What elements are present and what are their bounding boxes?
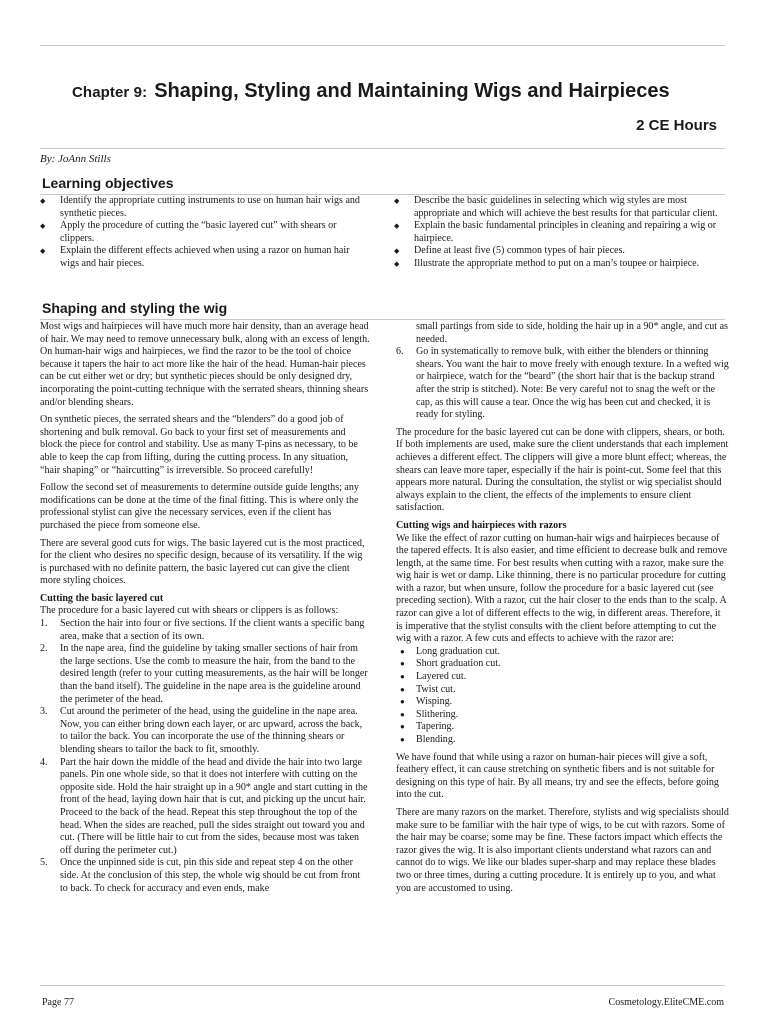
chapter-label: Chapter 9: xyxy=(72,84,148,101)
effects-list xyxy=(396,646,729,747)
list-item: 4. Part the hair down the middle of the head and divide the hair into two large panels. Pin one whole side, so that it does not interfere with cutting on the opposite side. Hold the hair straight up in a 90* angle and start cutting in the front of the head, laying down hair that is cut, and picking up the uncut hair. Proceed to the back of the head. Repeat this step throughout the top of the head. When the sides are reached, pull the sides straight out toward you and cut. (There will be little hair to cut from the sides, because most was taken off during the perimeter cut.) xyxy=(40,756,368,856)
page-number: Page 77 xyxy=(42,997,74,1008)
right-column xyxy=(396,321,729,900)
chapter-heading: Shaping, Styling and Maintaining Wigs and Hairpieces xyxy=(154,80,670,102)
list-item: ● Short graduation cut. xyxy=(400,658,501,670)
diamond-bullet-icon: ◆ xyxy=(40,197,46,205)
paragraph: Follow the second set of measurements to determine outside guide lengths; any modifications can be done at the time of the final fitting. This is where only the professional stylist can give the necessary services, even if the client has purchased the piece from someone else. xyxy=(40,482,359,531)
list-item: 2. In the nape area, find the guideline by taking smaller sections of hair from the large sections. Use the comb to measure the hair, from the band to the desired length (refer to your cutting measurements, as the hair will be longer than the band itself). The guideline in the nape area is the guideline around the perimeter of the head. xyxy=(40,643,368,705)
bullet-icon: ● xyxy=(400,684,405,694)
list-item: ◆ Define at least five (5) common types of hair pieces. xyxy=(394,245,625,257)
bullet-icon: ● xyxy=(400,672,405,682)
diamond-bullet-icon: ◆ xyxy=(394,197,400,205)
diamond-bullet-icon: ◆ xyxy=(40,222,46,231)
list-item: ● Wisping. xyxy=(400,696,453,708)
objectives-heading: Learning objectives xyxy=(42,175,174,191)
bullet-icon: ● xyxy=(400,697,405,707)
list-item: ◆ Explain the basic fundamental principles in cleaning and repairing a wig or hairpiece. xyxy=(394,220,717,244)
paragraph: The procedure for a basic layered cut with shears or clippers is as follows: xyxy=(40,605,339,617)
list-item: ◆ Identify the appropriate cutting instruments to use on human hair wigs and synthetic pieces. xyxy=(40,195,360,219)
section-rule xyxy=(40,319,725,320)
list-item: ◆ Illustrate the appropriate method to put on a man’s toupee or hairpiece. xyxy=(394,257,700,269)
list-item: ● Tapering. xyxy=(400,721,455,733)
byline: By: JoAnn Stills xyxy=(40,153,111,165)
steps-list xyxy=(40,618,370,895)
top-rule xyxy=(40,45,725,46)
diamond-bullet-icon: ◆ xyxy=(394,222,400,231)
diamond-bullet-icon: ◆ xyxy=(394,247,400,256)
list-item: ● Blending. xyxy=(400,734,456,745)
paragraph: There are several good cuts for wigs. The basic layered cut is the most practiced, for the client who desires no specific design, because of its versatility. If the wig is purchased with no definite pattern, the basic layered cut can give the client more styling choices. xyxy=(40,537,365,587)
paragraph: We have found that while using a razor on human-hair pieces will give a soft, feathery effect, it can cause stretching on synthetic fibers and is not suitable for designing on this type of hair. By all means, try and see the effects, before going into the cut. xyxy=(396,751,719,801)
steps-list-continued xyxy=(396,321,729,422)
ce-hours: 2 CE Hours xyxy=(636,117,717,134)
list-item: ● Long graduation cut. xyxy=(400,645,500,657)
title-rule xyxy=(40,148,725,149)
paragraph: Most wigs and hairpieces will have much more hair density, than an average head of hair. We may need to remove unnecessary bulk, along with an excess of length. On human-hair wigs and hairpieces, we find the razor to be the tool of choice because it tapers the hair to act more like the hair of the head. Human-hair pieces can be cut either wet or dry; but synthetic pieces should be only designed dry, incorporating the point-cutting technique with the serrated shears, thinning shears and/or blending shears. xyxy=(40,321,370,408)
subheading-razors: Cutting wigs and hairpieces with razors xyxy=(396,519,567,531)
list-item: ◆ Describe the basic guidelines in selecting which wig styles are most appropriate and which will achieve the best results for that particular client. xyxy=(394,195,718,219)
footer-rule xyxy=(40,985,725,986)
section-heading: Shaping and styling the wig xyxy=(42,300,228,316)
paragraph: There are many razors on the market. Therefore, stylists and wig specialists should make sure to be familiar with the hair type of wigs, to be cut with razors. Some of the hair may be coarse; some may be fine. These factors impact which effects the razor gives the wig. It is also important clients understand what razors can and cannot do to wigs. We like our blades super-sharp and may replace these blades two or three times, during a cutting procedure. It is entirely up to you, and what you are accustomed to using. xyxy=(396,806,729,894)
bullet-icon: ● xyxy=(400,709,405,719)
footer-site: Cosmetology.EliteCME.com xyxy=(608,997,724,1008)
list-item: ● Slithering. xyxy=(400,708,459,720)
list-item: 5. Once the unpinned side is cut, pin this side and repeat step 4 on the other side. At the conclusion of this step, the whole wig should be cut from front to back. To check for accuracy and even ends, make xyxy=(40,857,361,894)
bullet-icon: ● xyxy=(400,646,405,656)
subheading-basic-layered-cut: Cutting the basic layered cut xyxy=(40,592,164,604)
paragraph: The procedure for the basic layered cut can be done with clippers, shears, or both. If both implements are used, make sure the client understands that each implement achieves a different effect. The clippers will give a more blunt effect; whereas, the shears can leave more taper, especially if the hair is point-cut. Some feel that this appears more natural. During the consultation, the stylist or wig specialist should always explain to the client, the effects of the implements to ensure client satisfaction. xyxy=(396,426,729,514)
list-item: ● Layered cut. xyxy=(400,671,467,683)
list-item: ◆ Explain the different effects achieved when using a razor on human hair wigs and hair pieces. xyxy=(40,245,350,269)
paragraph: On synthetic pieces, the serrated shears and the “blenders” do a good job of shortening and bulk removal. Go back to your first set of measurements and block the piece for control and stability. Use as many T-pins as necessary, to be able to keep the cap from lifting, during the cutting process. In any situation, “hair shaping” or “haircutting” is irreversible. So proceed carefully! xyxy=(40,414,358,476)
list-item: ● Twist cut. xyxy=(400,683,456,695)
list-item: 3. Cut around the perimeter of the head, using the guideline in the nape area. Now, you can either bring down each layer, or arc upward, across the back, to tailor the back. You can incorporate the use of the thinning shears or blending shears to tailor the back to fit, smoothly. xyxy=(40,706,363,755)
list-item: 6. Go in systematically to remove bulk, with either the blenders or thinning shears. You want the hair to move freely with enough texture. In a wefted wig or hairpiece, watch for the “beard” (the short hair that is the backup strand after the strip is stitched). Note: Be very careful not to snag the weft or the cap, as this will cause a tear. Once the wig has been cut and checked, it is ready for styling. xyxy=(396,346,729,421)
list-item: 1. Section the hair into four or five sections. If the client wants a specific bang area, make that a section of its own. xyxy=(40,618,365,642)
paragraph: We like the effect of razor cutting on human-hair wigs and hairpieces because of the tapered effects. It is also easier, and time efficient to decrease bulk and remove length, at the same time. For best results when cutting with a razor, make sure the wig hair is wet or damp. Like thinning, there is no particular procedure for cutting with a razor, but when unsure, follow the procedure for a basic layered cut (see preceding section). With a razor, cut the hair closer to the ends than to the scalp. A razor can give a lot of different effects to the wig, in different areas. Therefore, it is imperative that the stylist consults with the client before attempting to cut the wig with a razor. A few cuts and effects to achieve with the razor are: xyxy=(396,532,728,645)
diamond-bullet-icon: ◆ xyxy=(394,259,400,268)
list-item: ◆ Apply the procedure of cutting the “basic layered cut” with shears or clippers. xyxy=(40,220,337,244)
left-column xyxy=(40,321,370,900)
objectives-list-left xyxy=(40,195,370,271)
bullet-icon: ● xyxy=(400,735,405,744)
bullet-icon: ● xyxy=(400,722,405,732)
list-item: small partings from side to side, holding the hair up in a 90* angle, and cut as needed. xyxy=(416,321,728,345)
objectives-list-right xyxy=(394,195,727,271)
diamond-bullet-icon: ◆ xyxy=(40,247,46,256)
bullet-icon: ● xyxy=(400,659,405,669)
chapter-title xyxy=(72,80,670,103)
